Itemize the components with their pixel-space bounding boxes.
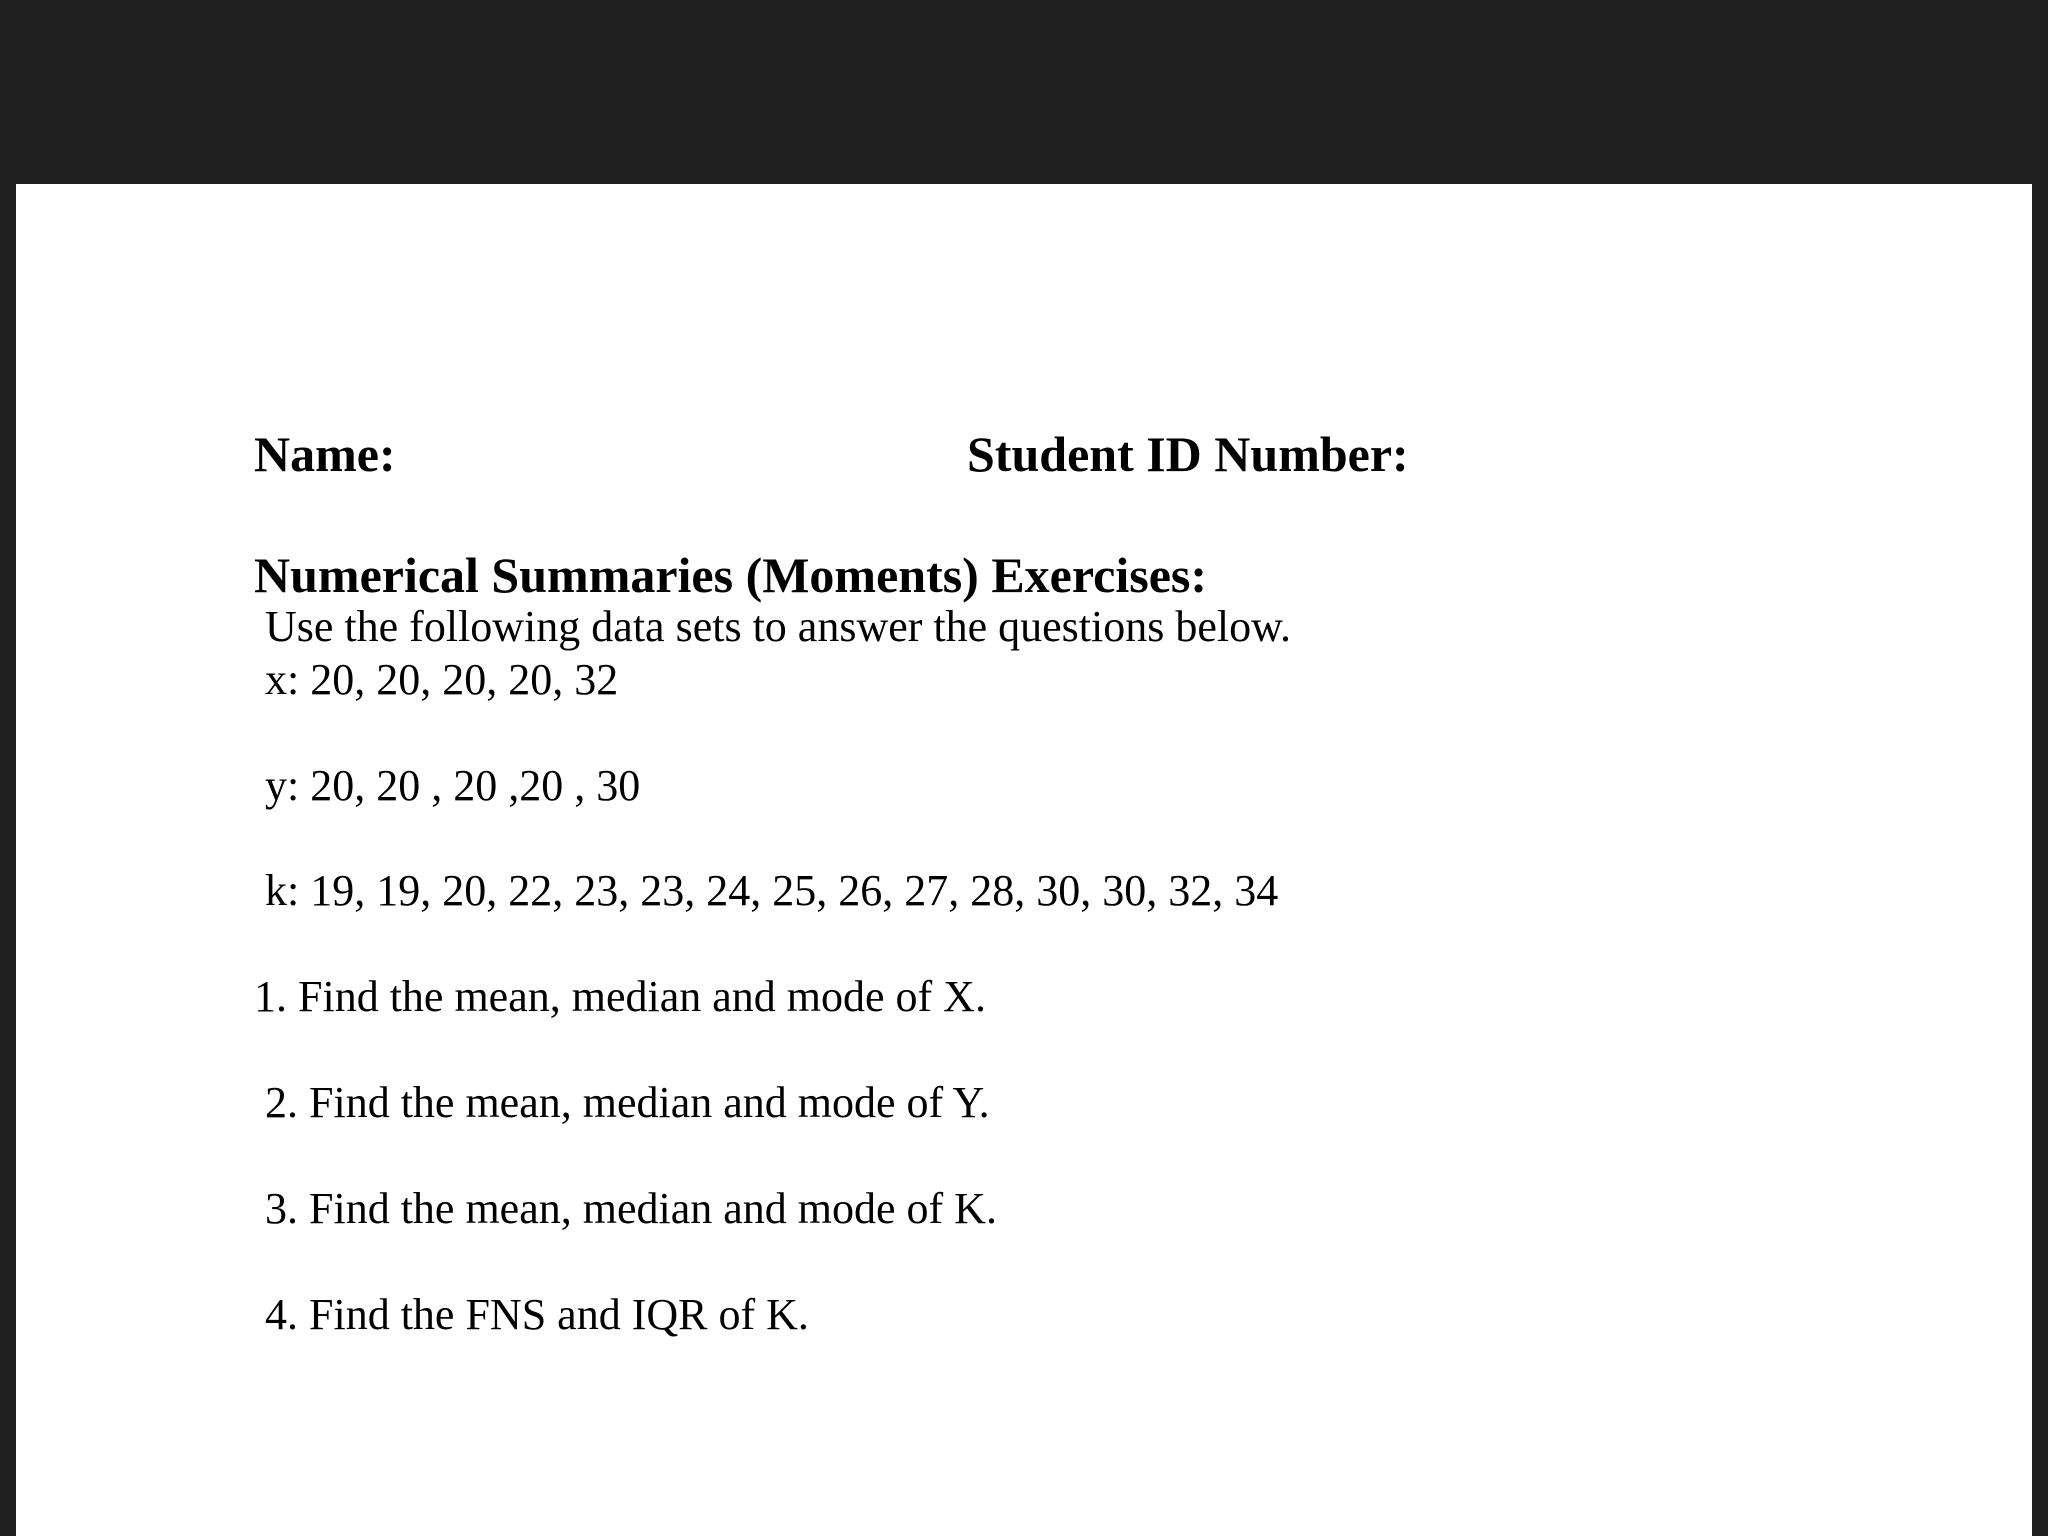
student-id-label: Student ID Number: [967,426,1409,482]
name-label: Name: [254,426,396,482]
question-4: 4. Find the FNS and IQR of K. [265,1290,809,1339]
question-3: 3. Find the mean, median and mode of K. [265,1184,997,1233]
exercise-heading: Numerical Summaries (Moments) Exercises: [254,547,1208,603]
document-page [16,184,2032,1536]
dataset-y: y: 20, 20 , 20 ,20 , 30 [265,761,641,810]
exercise-intro: Use the following data sets to answer the questions below. [265,602,1292,651]
question-1: 1. Find the mean, median and mode of X. [254,972,986,1021]
dataset-x: x: 20, 20, 20, 20, 32 [265,655,619,704]
dataset-k: k: 19, 19, 20, 22, 23, 23, 24, 25, 26, 27, 28, 30, 30, 32, 34 [265,866,1279,915]
question-2: 2. Find the mean, median and mode of Y. [265,1078,990,1127]
